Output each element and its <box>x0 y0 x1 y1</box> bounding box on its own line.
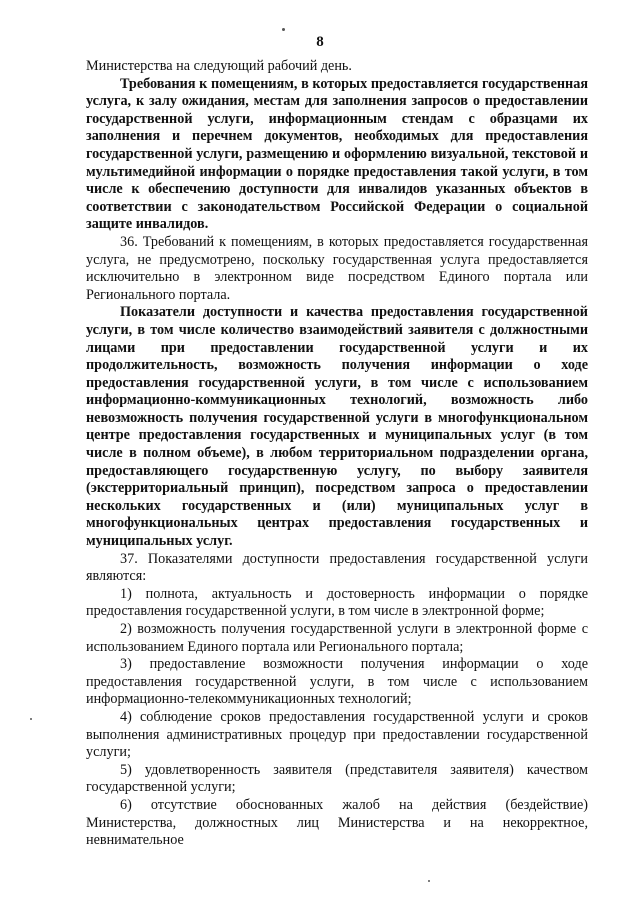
list-item-2: 2) возможность получения государственной услуги в электронной форме с использованием Единого портала или Регионального портала; <box>86 621 588 655</box>
list-item-4: 4) соблюдение сроков предоставления государственной услуги и сроков выполнения административных процедур при предоставлении государственной услуги; <box>86 708 588 761</box>
scan-speck <box>282 28 285 31</box>
heading-accessibility-indicators: Показатели доступности и качества предоставления государственной услуги, в том числе количество взаимодействий заявителя с должностными лицами при предоставлении государственной услуги и их продолжительность, возможность получения информации о ходе предоставления государственной услуги, в том числе с использованием информационно-коммуникационных технологий, возможность либо невозможность получения государственной услуги в многофункциональном центре предоставления государственных и муниципальных услуг (в том числе в полном объеме), в любом территориальном подразделении органа, предоставляющего государственную услугу, по выбору заявителя (экстерриториальный принцип), посредством запроса о предоставлении нескольких государственных и (или) муниципальных услуг в многофункциональных центрах предоставления государственных и муниципальных услуг. <box>86 304 588 550</box>
page-number: 8 <box>316 34 324 50</box>
scan-speck <box>428 880 430 882</box>
page-body <box>86 58 588 850</box>
heading-premises-requirements: Требования к помещениям, в которых предоставляется государственная услуга, к залу ожидания, местам для заполнения запросов о предоставлении государственной услуги, информационным стендам с образцами их заполнения и перечнем документов, необходимых для предоставления государственной услуги, размещению и оформлению визуальной, текстовой и мультимедийной информации о порядке предоставления такой услуги, в том числе к обеспечению доступности для инвалидов указанных объектов в соответствии с законодательством Российской Федерации о социальной защите инвалидов. <box>86 75 588 233</box>
list-item-1: 1) полнота, актуальность и достоверность информации о порядке предоставления государственной услуги, в том числе в электронной форме; <box>86 585 588 620</box>
paragraph-continuation: Министерства на следующий рабочий день. <box>86 58 352 74</box>
paragraph-37: 37. Показателями доступности предоставления государственной услуги являются: <box>86 550 588 585</box>
paragraph-36: 36. Требований к помещениям, в которых предоставляется государственная услуга, не предусмотрено, поскольку государственная услуга предоставляется исключительно в электронном виде посредством Единого портала или Регионального портала. <box>86 233 588 303</box>
scan-speck <box>30 718 32 720</box>
list-item-6: 6) отсутствие обоснованных жалоб на действия (бездействие) Министерства, должностных лиц Министерства и на некорректное, невнимательное <box>86 796 588 849</box>
list-item-5: 5) удовлетворенность заявителя (представителя заявителя) качеством государственной услуги; <box>86 761 588 796</box>
list-item-3: 3) предоставление возможности получения информации о ходе предоставления государственной услуги, в том числе с использованием информационно-телекоммуникационных технологий; <box>86 656 588 708</box>
